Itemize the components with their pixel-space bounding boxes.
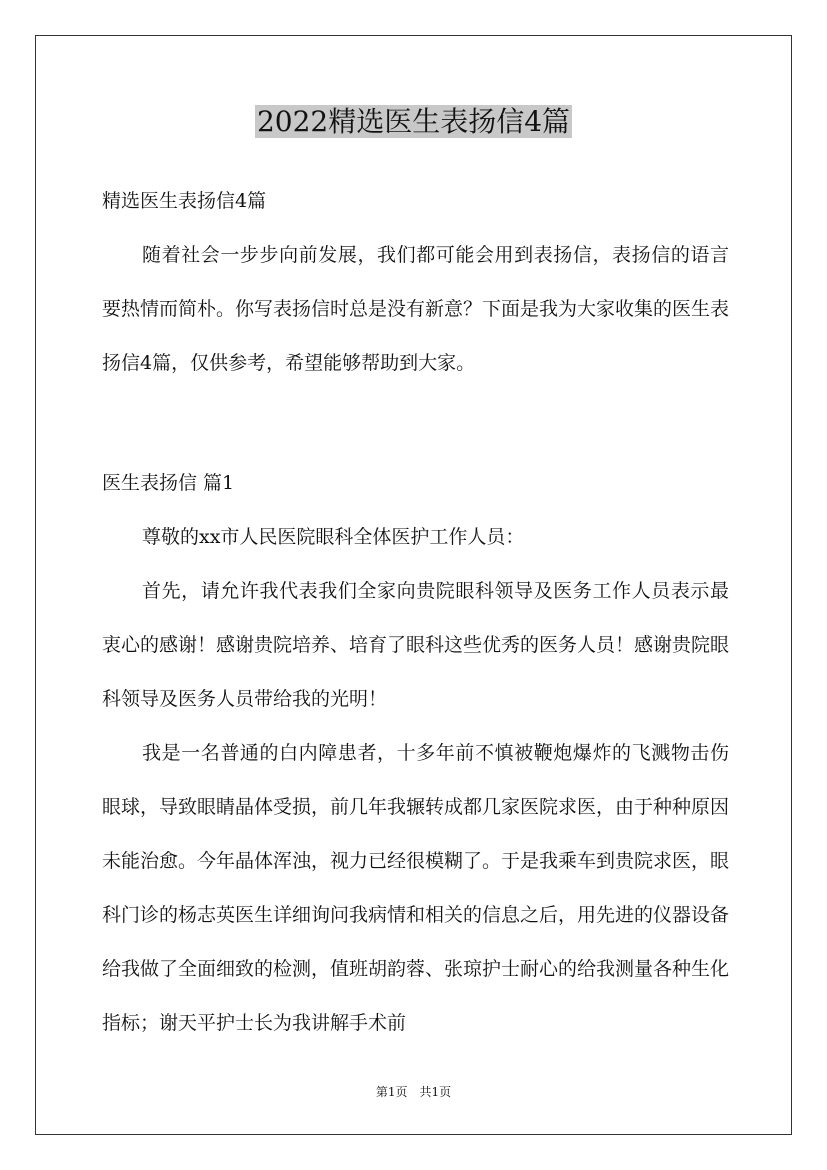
document-title-text: 2022精选医生表扬信4篇 [256, 105, 571, 138]
page-number-total: 共1页 [419, 1085, 452, 1099]
thanks-paragraph: 首先，请允许我代表我们全家向贵院眼科领导及医务工作人员表示最衷心的感谢！感谢贵院培养、培育了眼科这些优秀的医务人员！感谢贵院眼科领导及医务人员带给我的光明！ [102, 580, 730, 710]
salutation-paragraph: 尊敬的xx市人民医院眼科全体医护工作人员： [142, 526, 525, 548]
page-footer [0, 1084, 827, 1100]
document-subtitle: 精选医生表扬信4篇 [102, 190, 267, 212]
section-title: 医生表扬信 篇1 [102, 472, 235, 494]
story-paragraph: 我是一名普通的白内障患者，十多年前不慎被鞭炮爆炸的飞溅物击伤眼球，导致眼睛晶体受损，前几年我辗转成都几家医院求医，由于种种原因未能治愈。今年晶体浑浊，视力已经很模糊了。于是我乘车到贵院求医，眼科门诊的杨志英医生详细询问我病情和相关的信息之后，用先进的仪器设备给我做了全面细致的检测，值班胡韵蓉、张琼护士耐心的给我测量各种生化指标；谢天平护士长为我讲解手术前 [102, 742, 730, 1034]
section-spacer [102, 390, 729, 456]
document-title [0, 100, 827, 144]
page-number-current: 第1页 [375, 1085, 408, 1099]
document-body [102, 174, 729, 1050]
intro-paragraph: 随着社会一步步向前发展，我们都可能会用到表扬信，表扬信的语言要热情而简朴。你写表扬信时总是没有新意？下面是我为大家收集的医生表扬信4篇，仅供参考，希望能够帮助到大家。 [102, 244, 730, 374]
